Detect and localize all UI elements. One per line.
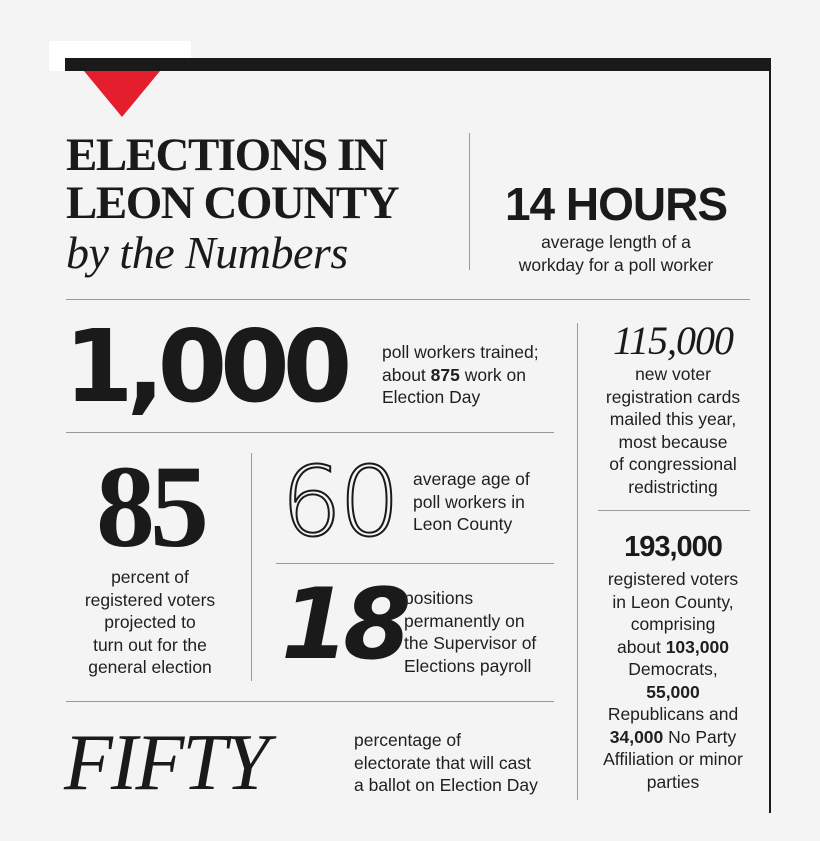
stat-cards-desc-2: registration cards — [605, 386, 741, 407]
stat-hours-desc-1: average length of a — [541, 232, 691, 252]
page-title — [66, 131, 398, 227]
stat-fifty-desc-3: a ballot on Election Day — [354, 775, 538, 795]
stat-percent-desc-2: registered voters — [84, 589, 216, 610]
stat-cards-desc-3: mailed this year, — [609, 409, 737, 429]
stat-fifty-value: FIFTY — [64, 719, 268, 807]
divider-right-column — [577, 323, 578, 800]
stat-trained-desc-3: Election Day — [382, 387, 481, 407]
stat-percent-desc-3: projected to — [104, 612, 196, 632]
stat-positions-value: 18 — [281, 568, 406, 682]
divider-header — [66, 299, 750, 300]
stat-registered-republicans: 55,000 — [646, 681, 700, 702]
top-rule — [65, 58, 771, 71]
stat-trained-desc-2: about 875 work on — [382, 364, 526, 385]
right-rule — [769, 71, 771, 813]
stat-positions-desc-1: positions — [404, 588, 474, 608]
stat-registered — [590, 529, 756, 793]
stat-cards-desc-6: redistricting — [628, 476, 718, 497]
stat-cards-desc-4: most because — [618, 431, 728, 452]
stat-fifty-desc-1: percentage of — [354, 730, 462, 750]
divider-85 — [251, 453, 252, 681]
stat-positions-desc-3: the Supervisor of — [404, 633, 537, 653]
stat-trained-value: 1,000 — [64, 308, 346, 425]
divider-cards — [598, 510, 750, 511]
divider-title — [469, 133, 470, 270]
divider-trained — [66, 432, 554, 433]
title-line-1: ELECTIONS IN — [66, 129, 387, 181]
stat-age-desc-2: poll workers in — [413, 491, 525, 512]
stat-cards — [590, 319, 756, 498]
stat-positions-desc-2: permanently on — [404, 610, 525, 631]
stat-trained-desc — [382, 341, 539, 409]
stat-registered-desc-6 — [590, 681, 756, 704]
stat-cards-desc-1: new voter — [635, 364, 711, 384]
stat-percent — [66, 441, 234, 679]
stat-fifty-desc-2: electorate that will cast — [354, 752, 532, 773]
stat-registered-desc-4: about 103,000 — [617, 636, 729, 657]
stat-cards-value: 115,000 — [612, 318, 734, 363]
stat-percent-desc-4: turn out for the — [93, 634, 207, 655]
stat-hours-desc-2: workday for a poll worker — [518, 254, 714, 275]
stat-trained-bold: 875 — [430, 364, 460, 385]
stat-fifty-desc — [354, 729, 538, 797]
stat-age-desc-3: Leon County — [413, 514, 513, 534]
stat-registered-desc-3: comprising — [630, 614, 716, 634]
stat-trained-desc-1: poll workers trained; — [382, 342, 539, 362]
stat-registered-value: 193,000 — [624, 531, 722, 563]
stat-age-desc — [413, 468, 530, 536]
stat-hours — [485, 177, 747, 276]
stat-registered-desc-2: in Leon County, — [612, 591, 734, 612]
stat-percent-value: 85 — [96, 441, 204, 572]
stat-registered-desc-10: parties — [646, 771, 700, 792]
divider-age — [276, 563, 554, 564]
stat-positions-desc — [404, 587, 536, 677]
divider-fifty — [66, 701, 554, 702]
stat-registered-desc-5: Democrats, — [628, 659, 718, 679]
stat-registered-democrats: 103,000 — [665, 636, 729, 657]
title-line-2: LEON COUNTY — [66, 177, 399, 229]
stat-registered-desc-8: 34,000 No Party — [609, 726, 737, 747]
stat-percent-desc-1: percent of — [111, 567, 189, 587]
stat-registered-desc-1: registered voters — [607, 569, 739, 589]
stat-age-value: 60 — [281, 446, 398, 558]
red-triangle-icon — [84, 71, 160, 117]
stat-positions-desc-4: Elections payroll — [404, 655, 532, 676]
stat-hours-value: 14 HOURS — [504, 178, 728, 230]
stat-registered-desc-7: Republicans and — [607, 704, 739, 724]
page-subtitle: by the Numbers — [66, 227, 348, 278]
stat-percent-desc-5: general election — [88, 657, 212, 677]
stat-registered-desc-9: Affiliation or minor — [603, 749, 743, 769]
stat-registered-npa: 34,000 — [609, 726, 664, 747]
stat-cards-desc-5: of congressional — [609, 454, 737, 474]
stat-age-desc-1: average age of — [413, 469, 530, 489]
